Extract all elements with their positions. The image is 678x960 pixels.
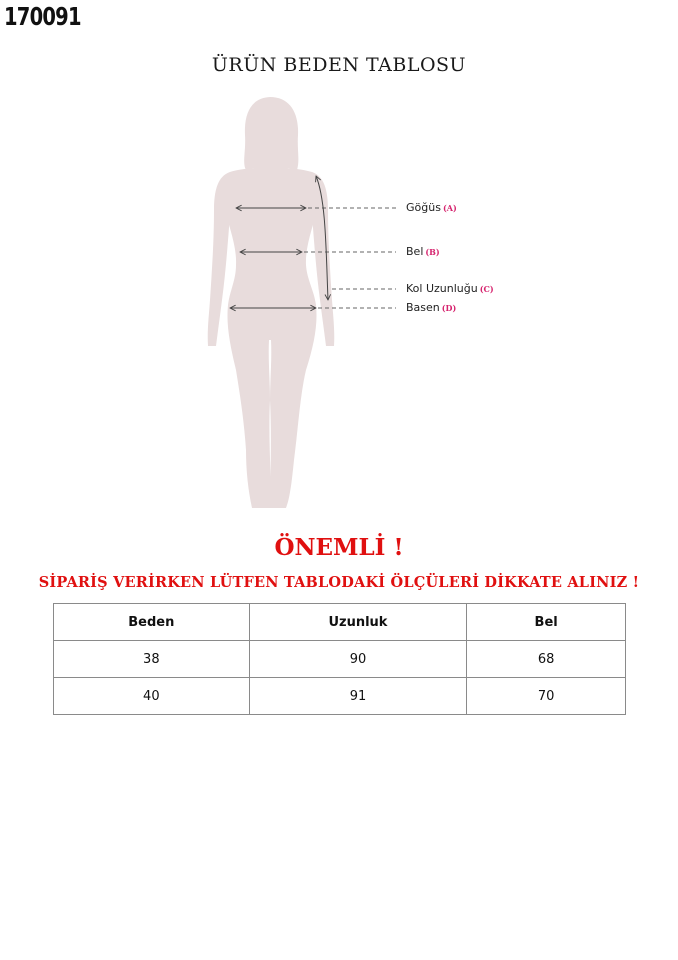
table-cell: 70 [467, 678, 626, 715]
measurement-label-arm-length: Kol Uzunluğu (C) [406, 282, 494, 295]
column-header-size: Beden [54, 604, 250, 641]
table-row [54, 641, 626, 678]
size-table [53, 603, 626, 715]
important-heading: ÖNEMLİ ! [274, 534, 404, 561]
measurement-label-bust: Göğüs (A) [406, 201, 457, 214]
product-code: 170091 [4, 2, 81, 31]
measurement-label-hips: Basen (D) [406, 301, 457, 314]
table-cell: 90 [249, 641, 467, 678]
page-title: ÜRÜN BEDEN TABLOSU [211, 54, 467, 76]
column-header-length: Uzunluk [249, 604, 467, 641]
table-cell: 91 [249, 678, 467, 715]
table-cell: 38 [54, 641, 250, 678]
measurement-label-waist: Bel (B) [406, 245, 440, 258]
order-notice: SİPARİŞ VERİRKEN LÜTFEN TABLODAKİ ÖLÇÜLERİ DİKKATE ALINIZ ! [38, 574, 640, 591]
table-cell: 68 [467, 641, 626, 678]
column-header-waist: Bel [467, 604, 626, 641]
table-header-row [54, 604, 626, 641]
woman-silhouette-icon [208, 97, 335, 508]
table-row [54, 678, 626, 715]
table-cell: 40 [54, 678, 250, 715]
